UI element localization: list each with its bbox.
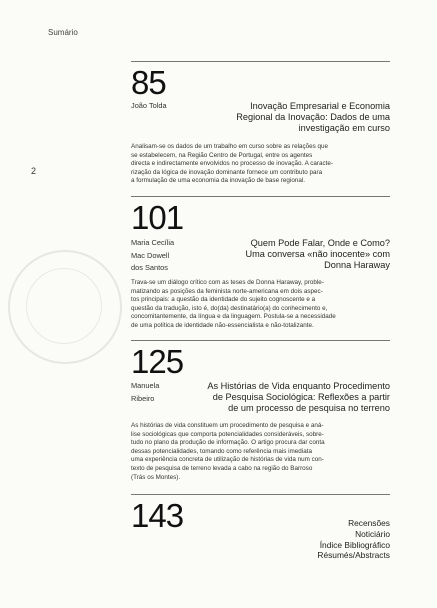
article-title: [236, 101, 390, 134]
article-page-number: 125: [131, 343, 184, 380]
title-line: Regional da Inovação: Dados de uma: [236, 112, 390, 122]
abstract-line: directa e indirectamente envolvidos no processo de inovação. A caracte-: [131, 160, 333, 168]
abstract-line: de uma política de identidade não-essencialista e não-totalizante.: [131, 321, 314, 329]
running-head: Sumário: [48, 28, 78, 37]
title-line: Uma conversa «não inocente» com: [245, 249, 390, 259]
article-title: [245, 238, 390, 271]
author-line: dos Santos: [131, 263, 168, 272]
title-line: Donna Haraway: [324, 260, 390, 270]
article-page-number: 85: [131, 64, 166, 101]
article-page-number: 101: [131, 199, 184, 236]
section-item: Recensões: [348, 518, 390, 528]
abstract-line: As histórias de vida constituem um procedimento de pesquisa e aná-: [131, 422, 324, 429]
section-item: Índice Bibliográfico: [319, 539, 390, 550]
author-line: Maria Cecília: [131, 238, 175, 247]
article-author: [131, 380, 159, 405]
author-line: Ribeiro: [131, 393, 155, 403]
title-line: de Pesquisa Sociológica: Reflexões a partir: [212, 392, 390, 402]
abstract-line: concomitantemente, da língua e da linguagem. Postula-se a necessidade: [131, 313, 336, 321]
abstract-line: matizando as posições da feminista norte-americana em dois aspec-: [131, 287, 323, 295]
author-line: João Tolda: [131, 101, 167, 110]
section-item: Résumés/Abstracts: [317, 550, 390, 561]
title-line: Quem Pode Falar, Onde e Como?: [250, 238, 390, 248]
abstract-line: se estabelecem, na Região Centro de Portugal, entre os agentes: [131, 151, 313, 159]
abstract-line: (Trás os Montes).: [131, 473, 181, 481]
library-stamp-inner-ring: [26, 268, 102, 344]
title-line: As Histórias de Vida enquanto Procedimento: [207, 381, 390, 391]
abstract-line: tudo no plano da produção de informação. O artigo procura dar conta: [131, 439, 325, 447]
article-abstract: [131, 279, 390, 331]
final-section-page-number: 143: [131, 497, 184, 534]
title-line: investigação em curso: [298, 123, 390, 133]
article-title: [207, 381, 390, 414]
author-line: Mac Dowell: [131, 250, 170, 260]
author-line: Manuela: [131, 381, 160, 390]
section-rule: [131, 196, 390, 197]
article-author: [131, 237, 174, 275]
section-rule: [131, 494, 390, 495]
abstract-line: a formulação de uma economia da inovação de base regional.: [131, 177, 305, 185]
section-item: Noticiário: [355, 528, 390, 539]
section-rule: [131, 340, 390, 341]
abstract-line: lise sociológicas que comporta potencialidades consideráveis, sobre-: [131, 430, 324, 438]
title-line: Inovação Empresarial e Economia: [250, 101, 390, 111]
section-rule: [131, 61, 390, 62]
abstract-line: dessas potencialidades, tomando como referência mais imediata: [131, 447, 312, 455]
final-section-list: [317, 518, 390, 561]
article-abstract: [131, 143, 390, 186]
abstract-line: Trava-se um diálogo crítico com as teses de Donna Haraway, proble-: [131, 279, 324, 286]
abstract-line: uma experiência concreta de utilização de histórias de vida num con-: [131, 456, 324, 464]
article-author: [131, 100, 167, 113]
page-number: 2: [31, 166, 37, 176]
article-abstract: [131, 422, 390, 482]
title-line: de um processo de pesquisa no terreno: [228, 403, 390, 413]
abstract-line: Analisam-se os dados de um trabalho em curso sobre as relações que: [131, 143, 329, 150]
abstract-line: questão da tradução, isto é, do(da) destinatário(a) do conhecimento e,: [131, 304, 328, 312]
abstract-line: texto de pesquisa de terreno levada a cabo na região do Barroso: [131, 464, 313, 472]
abstract-line: rização da lógica de inovação dominante fornece um contributo para: [131, 168, 323, 176]
abstract-line: tos principais: a questão da identidade do sujeito cognoscente e a: [131, 296, 316, 304]
